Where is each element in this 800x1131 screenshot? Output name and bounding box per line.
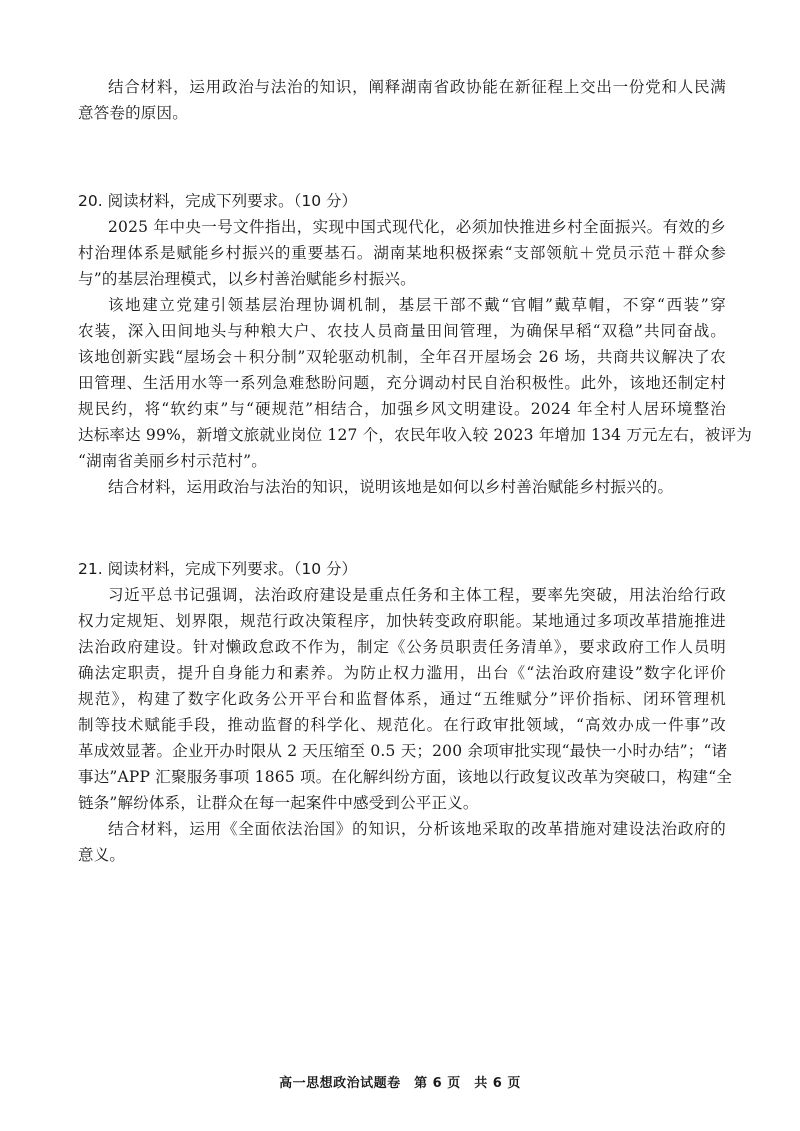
question-21-task: 结合材料，运用《全面依法治国》的知识，分析该地采取的改革措施对建设法治政府的 bbox=[108, 820, 726, 838]
paragraph-line: 制等技术赋能手段，推动监督的科学化、规范化。在行政审批领域，“高效办成一件事”改 bbox=[78, 716, 726, 734]
paragraph-line: 村治理体系是赋能乡村振兴的重要基石。湖南某地积极探索“支部领航＋党员示范＋群众参 bbox=[78, 244, 726, 262]
paragraph-line: 事达”APP 汇聚服务事项 1865 项。在化解纠纷方面，该地以行政复议改革为突破口，构建“全 bbox=[78, 768, 733, 786]
question-19-prompt bbox=[78, 74, 726, 126]
paragraph-line: 该地创新实践“屋场会＋积分制”双轮驱动机制，全年召开屋场会 26 场，共商共议解决了农 bbox=[78, 348, 726, 366]
paragraph-line: 农装，深入田间地头与种粮大户、农技人员商量田间管理，为确保早稻“双稳”共同奋战。 bbox=[78, 322, 726, 340]
paragraph-line: 与”的基层治理模式，以乡村善治赋能乡村振兴。 bbox=[78, 270, 416, 288]
paragraph-line: 该地建立党建引领基层治理协调机制，基层干部不戴“官帽”戴草帽，不穿“西装”穿 bbox=[108, 296, 726, 314]
paragraph-line: 革成效显著。企业开办时限从 2 天压缩至 0.5 天；200 余项审批实现“最快一小时办结”；“诸 bbox=[78, 742, 728, 760]
question-20 bbox=[78, 188, 752, 500]
paragraph-line: 达标率达 99%，新增文旅就业岗位 127 个，农民年收入较 2023 年增加 134 万元左右，被评为 bbox=[78, 426, 752, 444]
paragraph-line: 权力定规矩、划界限，规范行政决策程序，加快转变政府职能。某地通过多项改革措施推进 bbox=[78, 612, 726, 630]
question-20-heading: 20. 阅读材料，完成下列要求。（10 分） bbox=[78, 192, 357, 210]
paragraph-line: 习近平总书记强调，法治政府建设是重点任务和主体工程，要率先突破，用法治给行政 bbox=[108, 586, 726, 604]
paragraph-line: “湖南省美丽乡村示范村”。 bbox=[78, 452, 267, 470]
paragraph-line: 结合材料，运用政治与法治的知识，阐释湖南省政协能在新征程上交出一份党和人民满 bbox=[108, 78, 726, 96]
paragraph-line: 链条”解纷体系，让群众在每一起案件中感受到公平正义。 bbox=[78, 794, 479, 812]
paragraph-line: 规民约，将“软约束”与“硬规范”相结合，加强乡风文明建设。2024 年全村人居环境整治 bbox=[78, 400, 726, 418]
question-21 bbox=[78, 556, 733, 868]
question-21-heading: 21. 阅读材料，完成下列要求。（10 分） bbox=[78, 560, 357, 578]
page-footer: 高一思想政治试题卷 第 6 页 共 6 页 bbox=[279, 1076, 521, 1091]
paragraph-line: 规范》，构建了数字化政务公开平台和监督体系，通过“五维赋分”评价指标、闭环管理机 bbox=[78, 690, 726, 708]
paragraph-line: 确法定职责，提升自身能力和素养。为防止权力滥用，出台《“法治政府建设”数字化评价 bbox=[78, 664, 726, 682]
paragraph-line: 2025 年中央一号文件指出，实现中国式现代化，必须加快推进乡村全面振兴。有效的乡 bbox=[108, 218, 726, 236]
paragraph-line: 法治政府建设。针对懒政怠政不作为，制定《公务员职责任务清单》，要求政府工作人员明 bbox=[78, 638, 726, 656]
paragraph-line: 意义。 bbox=[78, 846, 126, 864]
paragraph-line: 意答卷的原因。 bbox=[78, 104, 188, 122]
paragraph-line: 田管理、生活用水等一系列急难愁盼问题，充分调动村民自治积极性。此外，该地还制定村 bbox=[78, 374, 726, 392]
question-20-task: 结合材料，运用政治与法治的知识，说明该地是如何以乡村善治赋能乡村振兴的。 bbox=[108, 478, 674, 496]
